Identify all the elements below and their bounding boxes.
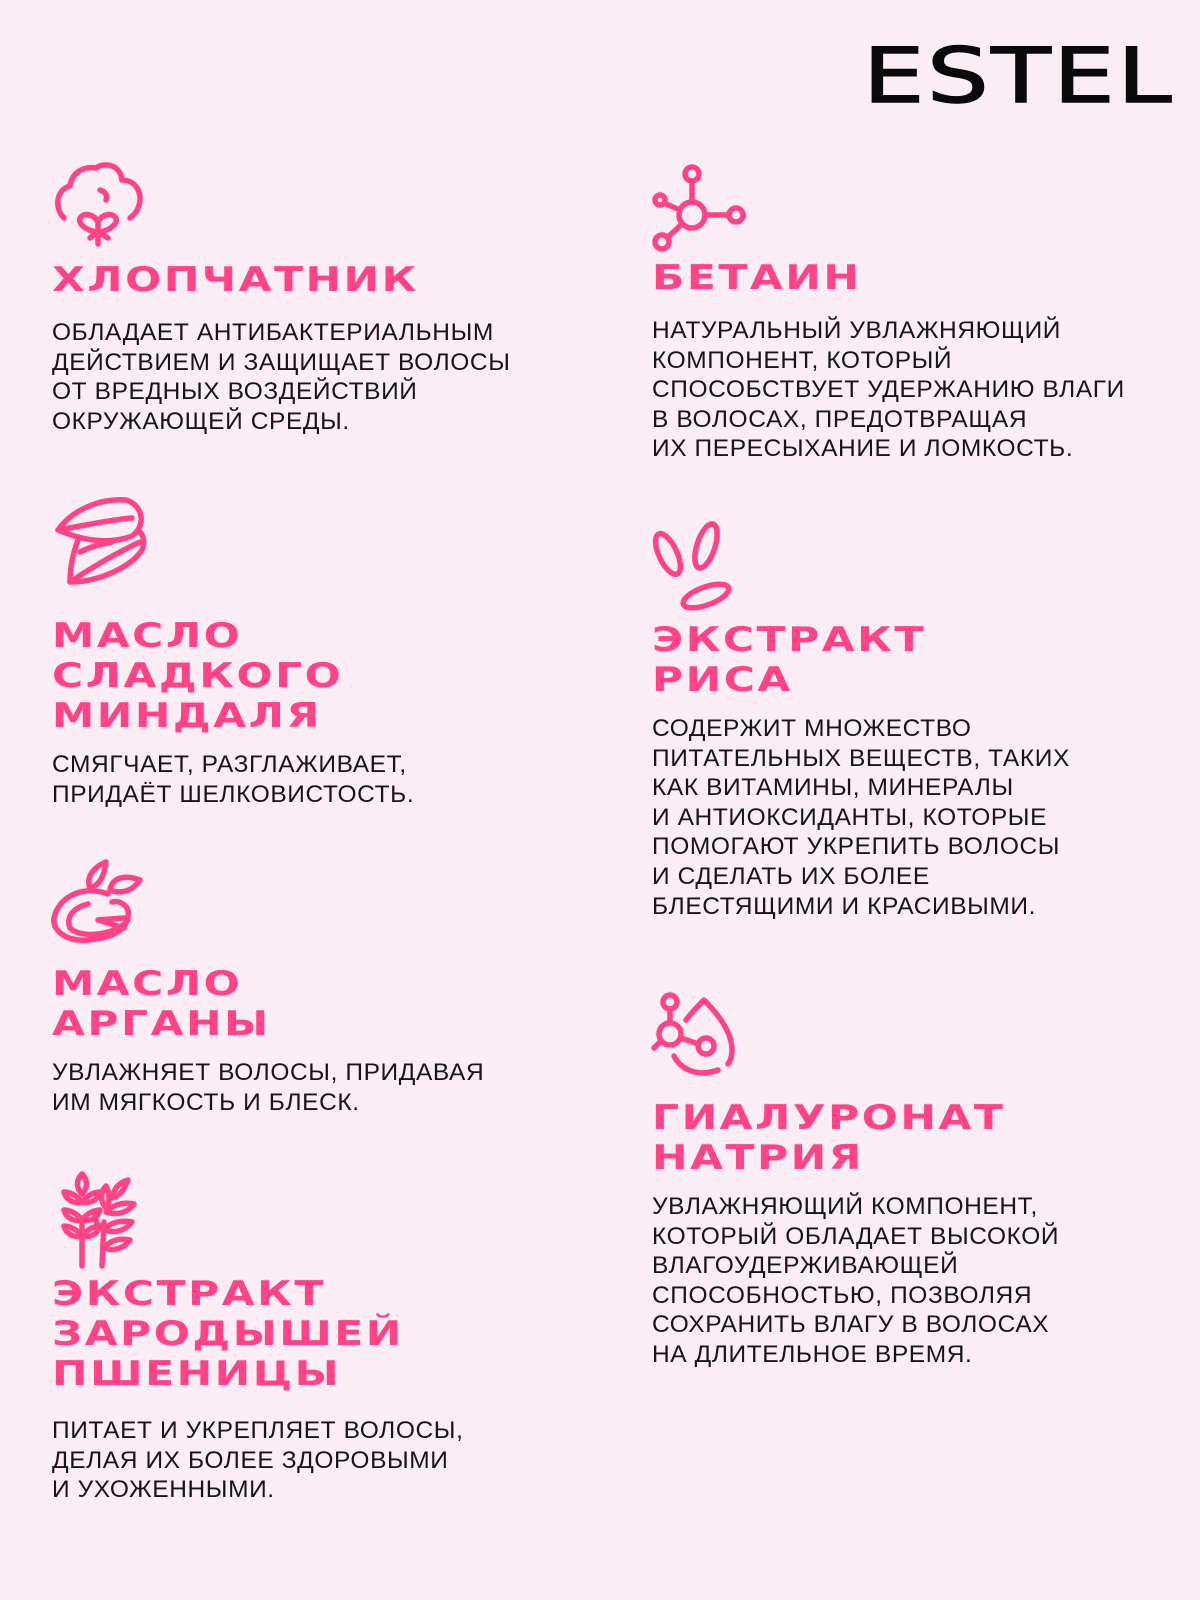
ingredient-description: ОБЛАДАЕТ АНТИБАКТЕРИАЛЬНЫМ ДЕЙСТВИЕМ И ЗАЩИЩАЕТ ВОЛОСЫ ОТ ВРЕДНЫХ ВОЗДЕЙСТВИЙ ОКРУЖАЮЩЕЙ СРЕДЫ. xyxy=(52,319,511,435)
ingredient-argan-oil xyxy=(52,858,572,1117)
ingredient-title: МАСЛО АРГАНЫ xyxy=(52,964,271,1044)
ingredient-rice-extract xyxy=(652,524,1172,921)
ingredient-title: ХЛОПЧАТНИК xyxy=(52,260,419,300)
ingredient-description: НАТУРАЛЬНЫЙ УВЛАЖНЯЮЩИЙ КОМПОНЕНТ, КОТОРЫЙ СПОСОБСТВУЕТ УДЕРЖАНИЮ ВЛАГИ В ВОЛОСАХ, ПРЕДОТВРАЩАЯ ИХ ПЕРЕСЫХАНИЕ И ЛОМКОСТЬ. xyxy=(652,317,1125,463)
ingredient-description: СМЯГЧАЕТ, РАЗГЛАЖИВАЕТ, ПРИДАЁТ ШЕЛКОВИСТОСТЬ. xyxy=(52,751,415,808)
ingredient-title: ЭКСТРАКТ ЗАРОДЫШЕЙ ПШЕНИЦЫ xyxy=(52,1274,404,1394)
almond-icon xyxy=(52,496,148,588)
ingredient-betaine xyxy=(652,160,1172,464)
ingredient-description: СОДЕРЖИТ МНОЖЕСТВО ПИТАТЕЛЬНЫХ ВЕЩЕСТВ, ТАКИХ КАК ВИТАМИНЫ, МИНЕРАЛЫ И АНТИОКСИДАНТЫ, КОТОРЫЕ ПОМОГАЮТ УКРЕПИТЬ ВОЛОСЫ И СДЕЛАТЬ ИХ БОЛЕЕ БЛЕСТЯЩИМИ И КРАСИВЫМИ. xyxy=(652,715,1070,920)
argan-nut-icon xyxy=(52,858,144,944)
ingredient-description: ПИТАЕТ И УКРЕПЛЯЕТ ВОЛОСЫ, ДЕЛАЯ ИХ БОЛЕЕ ЗДОРОВЫМИ И УХОЖЕННЫМИ. xyxy=(52,1417,464,1504)
ingredient-description: УВЛАЖНЯЕТ ВОЛОСЫ, ПРИДАВАЯ ИМ МЯГКОСТЬ И БЛЕСК. xyxy=(52,1059,485,1116)
ingredient-cotton xyxy=(52,160,572,436)
cotton-icon xyxy=(52,160,144,252)
ingredient-wheat-germ-extract xyxy=(52,1172,582,1505)
ingredient-sweet-almond-oil xyxy=(52,496,572,809)
ingredient-title: БЕТАИН xyxy=(652,258,862,298)
wheat-icon xyxy=(62,1172,138,1268)
ingredient-title: МАСЛО СЛАДКОГО МИНДАЛЯ xyxy=(52,616,344,736)
brand-logo: ESTEL xyxy=(862,31,1174,120)
ingredient-description: УВЛАЖНЯЮЩИЙ КОМПОНЕНТ, КОТОРЫЙ ОБЛАДАЕТ ВЫСОКОЙ ВЛАГОУДЕРЖИВАЮЩЕЙ СПОСОБНОСТЬЮ, ПОЗВОЛЯЯ СОХРАНИТЬ ВЛАГУ В ВОЛОСАХ НА ДЛИТЕЛЬНОЕ ВРЕМЯ. xyxy=(652,1193,1060,1368)
ingredient-sodium-hyaluronate xyxy=(652,992,1172,1370)
ingredient-title: ЭКСТРАКТ РИСА xyxy=(652,620,926,700)
ingredient-title: ГИАЛУРОНАТ НАТРИЯ xyxy=(652,1098,1006,1178)
rice-grains-icon xyxy=(652,524,748,614)
molecule-icon xyxy=(652,160,748,252)
hyaluronate-drop-icon xyxy=(652,992,742,1088)
